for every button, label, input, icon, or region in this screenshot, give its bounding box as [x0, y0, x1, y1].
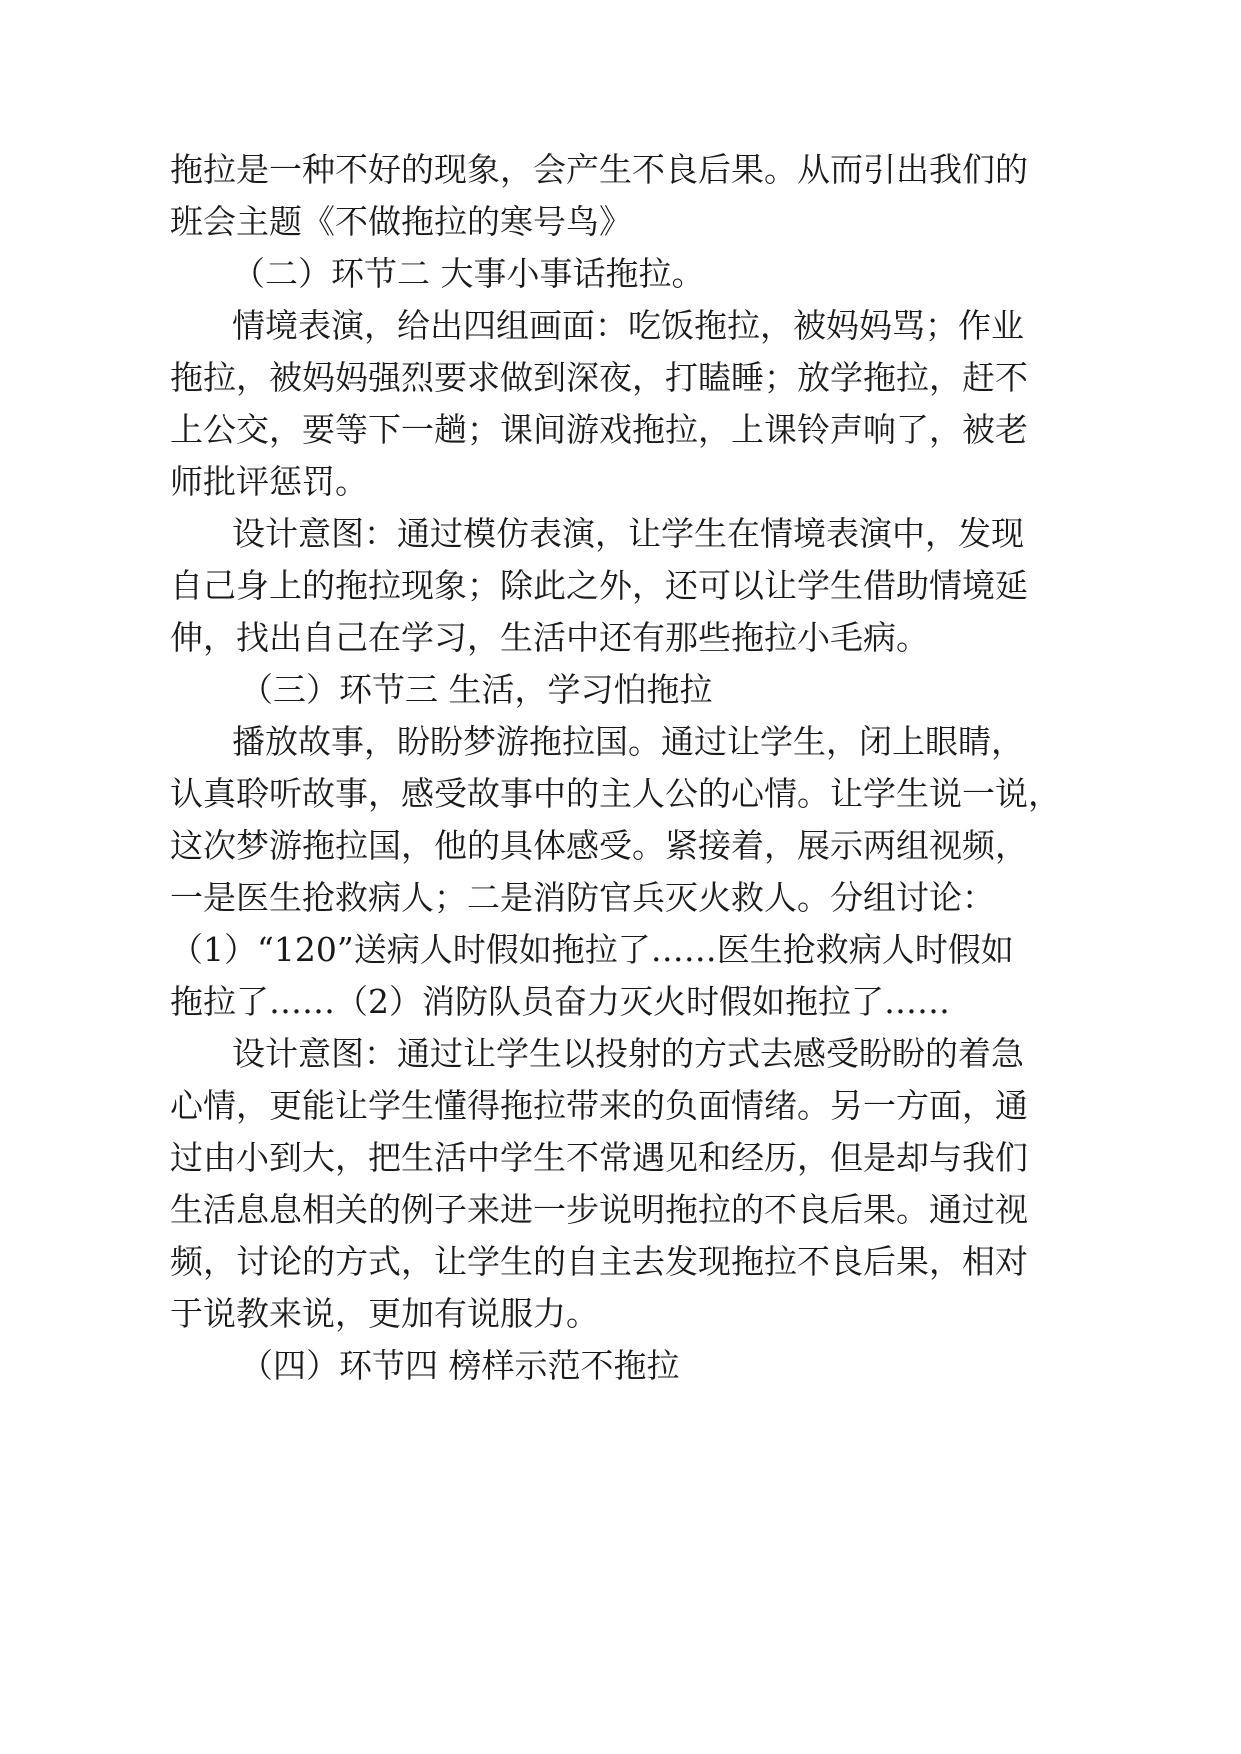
paragraph-line: 一是医生抢救病人；二是消防官兵灭火救人。分组讨论：	[170, 878, 995, 917]
paragraph-line: 心情，更能让学生懂得拖拉带来的负面情绪。另一方面，通	[170, 1086, 1028, 1125]
section-heading: （四）环节四 榜样示范不拖拉	[240, 1346, 680, 1385]
paragraph-line: 自己身上的拖拉现象；除此之外，还可以让学生借助情境延	[170, 566, 1028, 605]
paragraph-line: 伸，找出自己在学习，生活中还有那些拖拉小毛病。	[170, 618, 929, 657]
paragraph-line: 设计意图：通过模仿表演，让学生在情境表演中，发现	[232, 514, 1024, 553]
paragraph-line: 上公交，要等下一趟；课间游戏拖拉，上课铃声响了，被老	[170, 410, 1028, 449]
paragraph-line: （1）“120”送病人时假如拖拉了……医生抢救病人时假如	[170, 930, 1014, 969]
paragraph-line: 拖拉，被妈妈强烈要求做到深夜，打瞌睡；放学拖拉，赶不	[170, 358, 1028, 397]
paragraph-line: 设计意图：通过让学生以投射的方式去感受盼盼的着急	[232, 1034, 1024, 1073]
paragraph-line: 这次梦游拖拉国，他的具体感受。紧接着，展示两组视频，	[170, 826, 1028, 865]
paragraph-line: 师批评惩罚。	[170, 462, 368, 501]
section-heading: （三）环节三 生活，学习怕拖拉	[240, 670, 713, 709]
section-heading: （二）环节二 大事小事话拖拉。	[232, 254, 705, 293]
paragraph-line: 情境表演，给出四组画面：吃饭拖拉，被妈妈骂；作业	[232, 306, 1024, 345]
paragraph-line: 过由小到大，把生活中学生不常遇见和经历，但是却与我们	[170, 1138, 1028, 1177]
paragraph-line: 认真聆听故事，感受故事中的主人公的心情。让学生说一说，	[170, 774, 1061, 813]
paragraph-line: 于说教来说，更加有说服力。	[170, 1294, 599, 1333]
paragraph-line: 播放故事，盼盼梦游拖拉国。通过让学生，闭上眼睛，	[232, 722, 1024, 761]
paragraph-line: 班会主题《不做拖拉的寒号鸟》	[170, 202, 632, 241]
paragraph-line: 拖拉是一种不好的现象，会产生不良后果。从而引出我们的	[170, 150, 1028, 189]
paragraph-line: 频，讨论的方式，让学生的自主去发现拖拉不良后果，相对	[170, 1242, 1028, 1281]
paragraph-line: 拖拉了……（2）消防队员奋力灭火时假如拖拉了……	[170, 982, 950, 1021]
paragraph-line: 生活息息相关的例子来进一步说明拖拉的不良后果。通过视	[170, 1190, 1028, 1229]
